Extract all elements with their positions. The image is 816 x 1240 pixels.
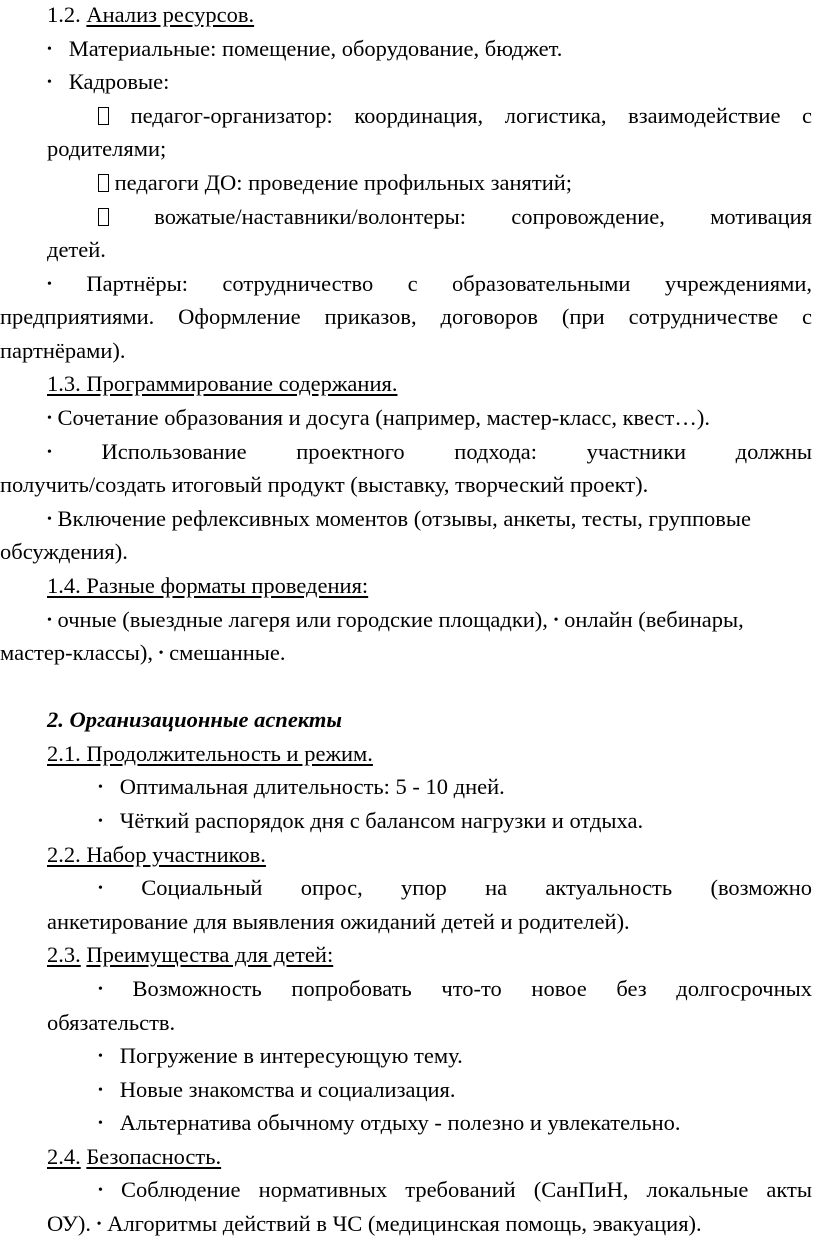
section-number: 1.2.: [47, 2, 81, 27]
sub-item-text: педагог-организатор: координация, логистика, взаимодействие с: [130, 103, 812, 128]
list-item-text: смешанные.: [169, 640, 286, 665]
list-item: [47, 504, 751, 535]
list-item-text: Социальный опрос, упор на актуальность (возможно: [141, 875, 812, 900]
bullet-icon: •: [98, 881, 103, 896]
list-item-text: Материальные: помещение, оборудование, бюджет.: [68, 36, 563, 61]
sub-item: [98, 101, 812, 131]
list-item: [0, 638, 285, 669]
sub-item-text: вожатые/наставники/волонтеры: сопровождение, мотивация: [154, 204, 813, 229]
list-item: [98, 1175, 812, 1206]
paragraph-text: предприятиями. Оформление приказов, договоров (при сотрудничестве с: [0, 304, 812, 329]
section-number: 2.4.: [47, 1144, 81, 1169]
sub-item-text-cont: детей.: [47, 237, 106, 262]
bullet-icon: •: [98, 1049, 103, 1064]
bullet-icon: •: [553, 613, 559, 628]
list-item-text: ОУ).: [47, 1211, 92, 1236]
list-item: [47, 403, 710, 434]
bullet-icon: •: [98, 1083, 103, 1098]
section-title: Преимущества для детей:: [86, 942, 334, 967]
bullet-icon: •: [96, 1217, 102, 1232]
list-item-text: Включение рефлексивных моментов (отзывы, анкеты, тесты, групповые: [57, 506, 751, 531]
bullet-icon: •: [47, 613, 52, 628]
sub-item-text-cont: родителями;: [47, 136, 167, 161]
checkbox-glyph-icon: [98, 208, 109, 226]
list-item-text: Погружение в интересующую тему.: [119, 1043, 463, 1068]
heading-1-4: 1.4. Разные форматы проведения:: [47, 573, 369, 598]
heading-2: 2. Организационные аспекты: [47, 707, 343, 732]
list-item: [98, 1075, 456, 1106]
bullet-icon: •: [47, 42, 52, 57]
list-item: [98, 1041, 463, 1072]
section-title: Безопасность.: [86, 1144, 222, 1169]
list-item: [98, 974, 812, 1005]
heading-2-2: 2.2. Набор участников.: [47, 842, 266, 867]
bullet-icon: •: [47, 445, 52, 460]
list-item: [47, 34, 562, 65]
list-item-text: Использование проектного подхода: участники должны: [101, 439, 812, 464]
list-item: [47, 437, 812, 468]
paragraph-text: анкетирование для выявления ожиданий детей и родителей).: [47, 909, 630, 934]
list-item: [98, 1108, 681, 1139]
bullet-icon: •: [98, 1183, 103, 1198]
sub-item-text: педагоги ДО: проведение профильных занятий;: [114, 170, 573, 195]
section-number: 2.3.: [47, 942, 81, 967]
list-item: [98, 806, 643, 837]
bullet-icon: •: [98, 814, 103, 829]
heading-1-3: 1.3. Программирование содержания.: [47, 371, 398, 396]
paragraph-text: обсуждения).: [0, 539, 128, 564]
sub-item: [98, 202, 812, 232]
list-item-text: Оптимальная длительность: 5 - 10 дней.: [119, 774, 505, 799]
list-item-text: Возможность попробовать что-то новое без долгосрочных: [132, 976, 813, 1001]
list-item-text: Кадровые:: [68, 69, 170, 94]
list-item: [47, 269, 812, 300]
heading-2-1: 2.1. Продолжительность и режим.: [47, 741, 373, 766]
paragraph-text: обязательств.: [47, 1010, 176, 1035]
bullet-icon: •: [98, 1116, 103, 1131]
list-item-text: Соблюдение нормативных требований (СанПиН, локальные акты: [120, 1177, 813, 1202]
list-item-text: Алгоритмы действий в ЧС (медицинская помощь, эвакуация).: [107, 1211, 702, 1236]
heading-2-4: [47, 1142, 221, 1172]
list-item-text: онлайн (вебинары,: [564, 607, 744, 632]
bullet-icon: •: [47, 411, 52, 426]
list-item: [47, 605, 744, 636]
bullet-icon: •: [47, 512, 52, 527]
list-item-text: Сочетание образования и досуга (например, мастер-класс, квест…).: [57, 405, 710, 430]
bullet-icon: •: [47, 277, 52, 292]
paragraph-text: получить/создать итоговый продукт (выставку, творческий проект).: [0, 472, 649, 497]
bullet-icon: •: [47, 75, 52, 90]
checkbox-glyph-icon: [98, 107, 109, 125]
list-item-text: мастер-классы),: [0, 640, 153, 665]
heading-1-2: [47, 0, 254, 30]
list-item-text: Партнёры: сотрудничество с образовательными учреждениями,: [86, 271, 812, 296]
list-item: [98, 772, 505, 803]
bullet-icon: •: [98, 780, 103, 795]
section-title: Анализ ресурсов.: [86, 2, 255, 27]
sub-item: [98, 168, 572, 198]
list-item: [98, 873, 812, 904]
bullet-icon: •: [158, 646, 164, 661]
paragraph-text: партнёрами).: [0, 338, 126, 363]
list-item-text: Новые знакомства и социализация.: [119, 1077, 456, 1102]
heading-2-3: [47, 940, 333, 970]
list-item: [47, 67, 169, 98]
list-item: [47, 1209, 702, 1240]
list-item-text: Чёткий распорядок дня с балансом нагрузки и отдыха.: [119, 808, 644, 833]
checkbox-glyph-icon: [98, 174, 109, 192]
list-item-text: очные (выездные лагеря или городские площадки),: [57, 607, 548, 632]
list-item-text: Альтернатива обычному отдыху - полезно и увлекательно.: [119, 1110, 681, 1135]
bullet-icon: •: [98, 982, 103, 997]
